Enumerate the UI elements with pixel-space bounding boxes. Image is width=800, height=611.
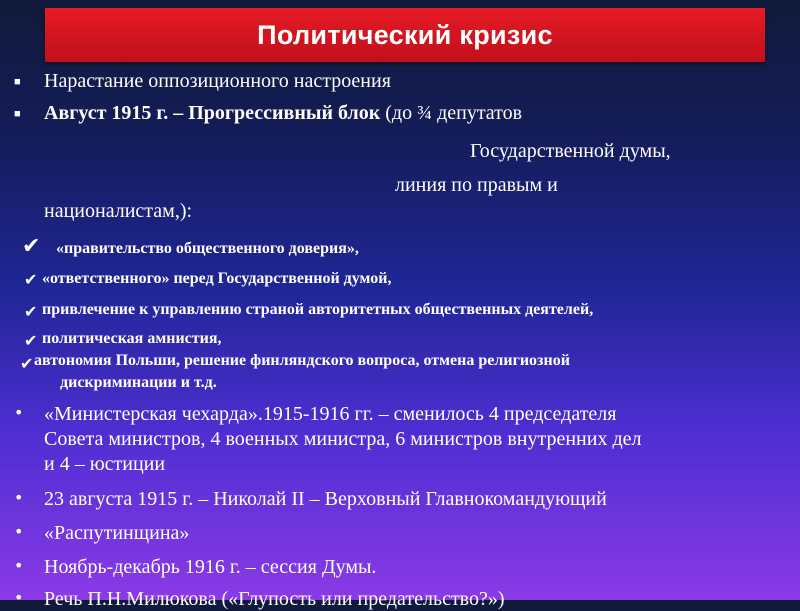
check-item-responsible: «ответственного» перед Государственной думой, xyxy=(42,270,392,287)
item-progressive-bloc-line3: линия по правым и xyxy=(395,174,558,196)
item-duma-session: Ноябрь-декабрь 1916 г. – сессия Думы. xyxy=(44,556,377,578)
item-progressive-bloc-line2: Государственной думы, xyxy=(470,140,671,162)
square-bullet-icon: ■ xyxy=(14,108,21,120)
checkmark-icon: ✔ xyxy=(24,302,38,321)
dot-bullet-icon: • xyxy=(14,588,24,607)
checkmark-icon: ✔ xyxy=(22,234,41,259)
item-milyukov-speech: Речь П.Н.Милюкова («Глупость или предательство?») xyxy=(44,588,505,610)
check-item-poland: автономия Польши, решение финляндского вопроса, отмена религиозной xyxy=(34,352,570,369)
check-item-poland-line2: дискриминации и т.д. xyxy=(60,374,217,391)
item-progressive-bloc-line4: националистам,): xyxy=(44,200,193,222)
item-nicholas-commander: 23 августа 1915 г. – Николай II – Верховный Главнокомандующий xyxy=(44,488,607,510)
item-progressive-bloc-rest: (до ¾ депутатов xyxy=(380,102,523,124)
check-item-amnesty: политическая амнистия, xyxy=(42,330,222,347)
checkmark-icon: ✔ xyxy=(24,331,38,350)
slide-title: Политический кризис xyxy=(257,19,553,50)
item-ministerial-leapfrog-line2: Совета министров, 4 военных министра, 6 министров внутренних дел xyxy=(44,428,642,450)
checkmark-icon: ✔ xyxy=(20,354,34,373)
dot-bullet-icon: • xyxy=(14,556,24,575)
dot-bullet-icon: • xyxy=(14,488,24,507)
item-ministerial-leapfrog: «Министерская чехарда».1915-1916 гг. – сменилось 4 председателя xyxy=(44,403,617,425)
dot-bullet-icon: • xyxy=(14,403,24,422)
check-item-involvement: привлечение к управлению страной авторитетных общественных деятелей, xyxy=(42,301,594,318)
item-rasputin: «Распутинщина» xyxy=(44,522,190,544)
checkmark-icon: ✔ xyxy=(24,270,38,289)
title-bar xyxy=(45,8,765,62)
item-ministerial-leapfrog-line3: и 4 – юстиции xyxy=(44,453,166,475)
item-progressive-bloc-bold: Август 1915 г. – Прогрессивный блок xyxy=(44,102,381,124)
square-bullet-icon: ■ xyxy=(14,76,21,88)
check-item-government: «правительство общественного доверия», xyxy=(56,240,359,257)
item-opposition: Нарастание оппозиционного настроения xyxy=(44,70,391,92)
item-progressive-bloc xyxy=(44,102,522,125)
dot-bullet-icon: • xyxy=(14,522,24,541)
